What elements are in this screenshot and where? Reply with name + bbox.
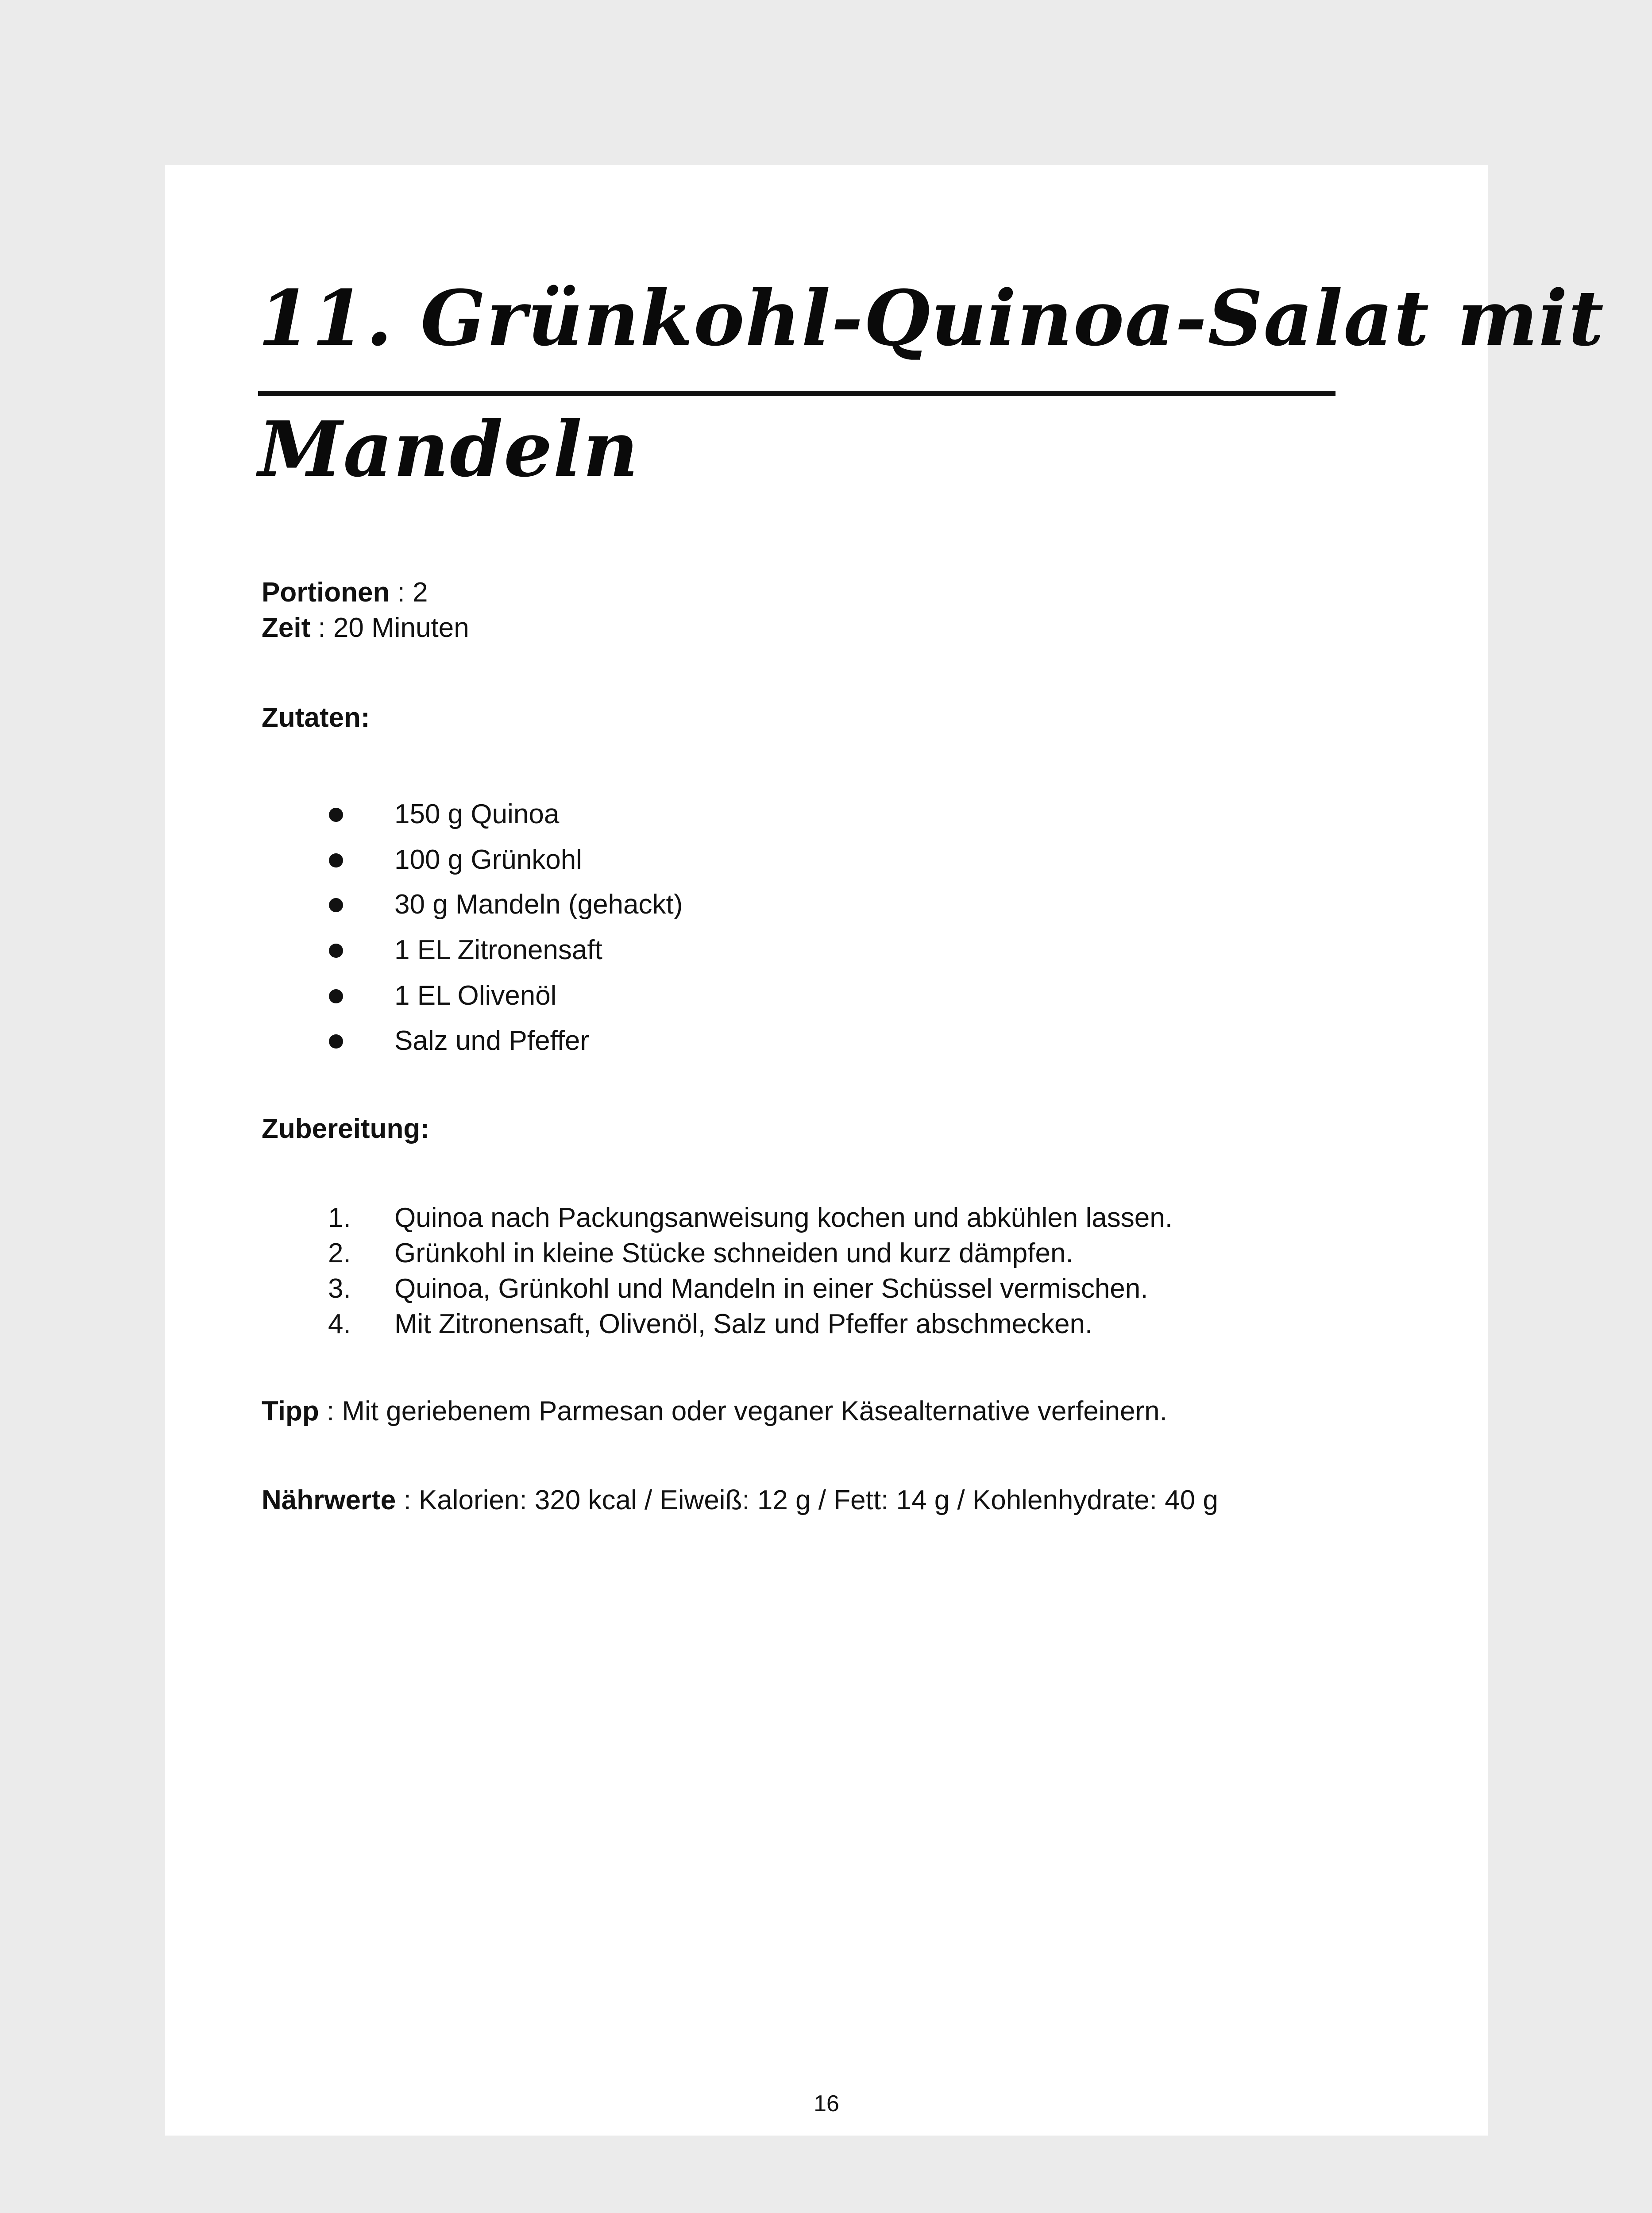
ingredient-item: 150 g Quinoa — [394, 799, 560, 829]
nutrition-text: : Kalorien: 320 kcal / Eiweiß: 12 g / Fett: 14 g / Kohlenhydrate: 40 g — [396, 1485, 1218, 1515]
step-text: Quinoa nach Packungsanweisung kochen und abkühlen lassen. — [394, 1203, 1173, 1233]
portions-line — [262, 579, 428, 606]
portions-label: Portionen — [262, 577, 390, 608]
step-number: 1. — [328, 1203, 351, 1233]
recipe-title-line-1: 11. Grünkohl-Quinoa-Salat mit — [258, 273, 1605, 363]
ingredient-item: Salz und Pfeffer — [394, 1026, 590, 1056]
bullet-icon — [329, 853, 343, 867]
bullet-icon — [329, 1034, 343, 1049]
bullet-icon — [329, 944, 343, 958]
portions-value: : 2 — [390, 577, 428, 608]
ingredient-item: 30 g Mandeln (gehackt) — [394, 889, 683, 920]
time-value: : 20 Minuten — [310, 613, 469, 643]
step-number: 4. — [328, 1309, 351, 1339]
steps-heading: Zubereitung: — [262, 1114, 429, 1144]
bullet-icon — [329, 808, 343, 822]
step-text: Quinoa, Grünkohl und Mandeln in einer Schüssel vermischen. — [394, 1273, 1148, 1304]
time-line — [262, 614, 469, 642]
bullet-icon — [329, 989, 343, 1003]
page-number: 16 — [814, 2091, 839, 2117]
step-number: 3. — [328, 1273, 351, 1304]
ingredient-item: 100 g Grünkohl — [394, 844, 582, 875]
step-text: Mit Zitronensaft, Olivenöl, Salz und Pfeffer abschmecken. — [394, 1309, 1093, 1339]
time-label: Zeit — [262, 613, 311, 643]
ingredient-item: 1 EL Olivenöl — [394, 980, 557, 1011]
tip-text: : Mit geriebenem Parmesan oder veganer Käsealternative verfeinern. — [319, 1396, 1167, 1426]
step-text: Grünkohl in kleine Stücke schneiden und kurz dämpfen. — [394, 1238, 1073, 1268]
tip-label: Tipp — [262, 1396, 319, 1426]
nutrition-label: Nährwerte — [262, 1485, 396, 1515]
title-underline — [258, 391, 1335, 396]
ingredient-item: 1 EL Zitronensaft — [394, 935, 602, 965]
step-number: 2. — [328, 1238, 351, 1268]
recipe-title-line-2: Mandeln — [258, 404, 639, 494]
bullet-icon — [329, 898, 343, 912]
nutrition-line — [262, 1487, 1218, 1514]
tip-line — [262, 1398, 1167, 1425]
ingredients-heading: Zutaten: — [262, 702, 370, 733]
document-page — [165, 165, 1605, 2136]
